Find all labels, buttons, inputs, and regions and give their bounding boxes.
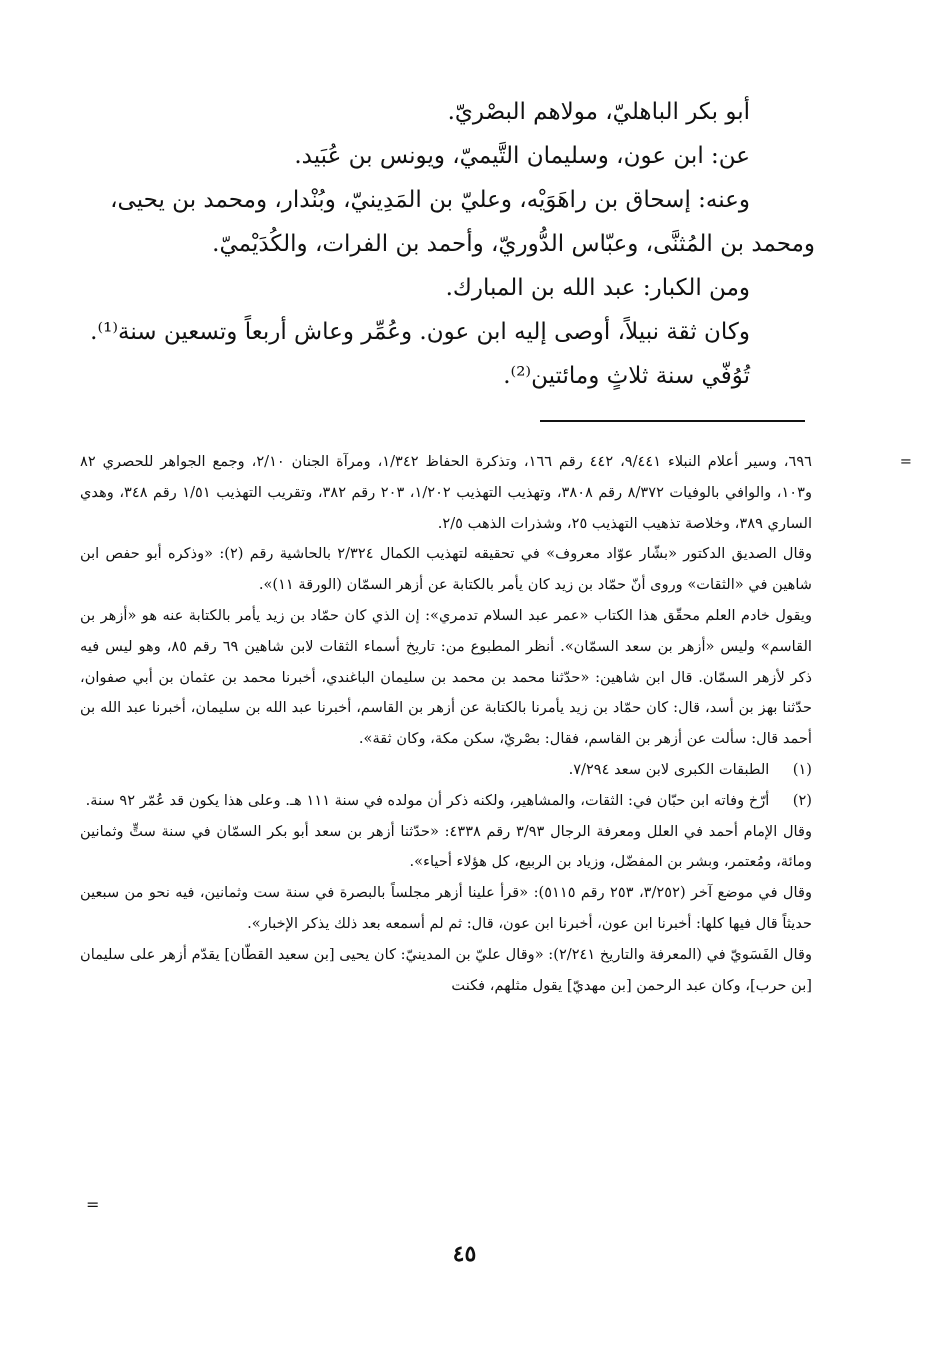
- footnote-text: الطبقات الكبرى لابن سعد ٧/٢٩٤.: [568, 760, 770, 778]
- entry-line-3: وعنه: إسحاق بن راهَوَيْه، وعليّ بن المَدِينيّ، وبُنْدار، ومحمد بن يحيى،: [110, 187, 750, 213]
- entry-line-5: ومن الكبار: عبد الله بن المبارك.: [445, 275, 750, 301]
- footnotes-section: [80, 447, 912, 1001]
- footnote-text: أرّخ وفاته ابن حبّان في: الثقات، والمشاهير، ولكنه ذكر أن مولده في سنة ١١١ هـ. وعلى هذا يكون قد عُمّر ٩٢ سنة.: [85, 791, 770, 809]
- footnote-paragraph: ويقول خادم العلم محقّق هذا الكتاب «عمر عبد السلام تدمري»: إن الذي كان حمّاد بن زيد يأمر بالكتابة عنه هو «أزهر بن القاسم» وليس «أزهر بن سعد السمّان». أنظر المطبوع من: تاريخ أسماء الثقات لابن شاهين ٦٩ رقم ٨٥، وهو ليس فيه ذكر لأزهر السمّان. قال ابن شاهين: «حدّثنا محمد بن محمد بن سليمان الباغندي، أخبرنا محمد بن عثمان بن أبي صفوان، حدّثنا بهز بن أسد، قال: كان حمّاد بن زيد يأمرنا بالكتابة عن أزهر بن القاسم، أخبرنا عبد الله بن سليمان، أخبرنا عبد الله بن أحمد قال: سألت عن أزهر بن القاسم، فقال: بصْريّ، سكن مكة، وكان ثقة».: [80, 606, 812, 748]
- footnote-divider: [540, 420, 805, 422]
- footnote-number: (٢): [792, 791, 812, 809]
- entry-line-2: عن: ابن عون، وسليمان التَّيميّ، ويونس بن عُبَيد.: [294, 143, 750, 169]
- entry-line-1: أبو بكر الباهليّ، مولاهم البصْريّ.: [447, 99, 750, 125]
- footnote-2: [80, 786, 812, 817]
- footnote-paragraph: وقال الإمام أحمد في العلل ومعرفة الرجال ٣/٩٣ رقم ٤٣٣٨: «حدّثنا أزهر بن سعد أبو بكر السمّان في سنة ستٍّ وثمانين ومائة، ومُعتمر، وبشر بن المفضّل، وزياد بن الربيع، كل هؤلاء أحياء».: [80, 822, 813, 871]
- entry-line-4: ومحمد بن المُثنَّى، وعبّاس الدُّوريّ، وأحمد بن الفرات، والكُدَيْميّ.: [212, 231, 815, 257]
- footnote-number: (١): [792, 760, 812, 778]
- footnote-paragraph: وقال الصديق الدكتور «بشّار عوّاد معروف» في تحقيقه لتهذيب الكمال ٢/٣٢٤ بالحاشية رقم (٢): «وذكره أبو حفص ابن شاهين في «الثقات» وروى أنّ حمّاد بن زيد كان يأمر بالكتابة عن أزهر السمّان (الورقة ١١)».: [80, 545, 812, 594]
- footnote-paragraph: وقال الفَسَويّ في (المعرفة والتاريخ ٢/٢٤١): «وقال عليّ بن المدينيّ: كان يحيى [بن سعيد القطّان] يقدّم أزهر على سليمان [بن حرب]، وكان عبد الرحمن [بن مهديّ] يقول مثلهم، فكنت: [80, 945, 813, 994]
- entry-line-6: وكان ثقة نبيلاً، أوصى إليه ابن عون. وعُمِّر وعاش أربعاً وتسعين سنة⁽¹⁾.: [90, 319, 750, 345]
- footnote-continuation-paragraph: ٦٩٦، وسير أعلام النبلاء ٩/٤٤١، ٤٤٢ رقم ١٦٦، وتذكرة الحفاظ ١/٣٤٢، ومرآة الجنان ٢/١٠، وجمع الجواهر للحصري ٨٢ و١٠٣، والوافي بالوفيات ٨/٣٧٢ رقم ٣٨٠٨، وتهذيب التهذيب ١/٢٠٢، ٢٠٣ رقم ٣٨٢، وتقريب التهذيب ١/٥١ رقم ٣٤٨، وهدي الساري ٣٨٩، وخلاصة تذهيب التهذيب ٢٥، وشذرات الذهب ٢/٥.: [80, 453, 813, 532]
- continuation-marker: =: [899, 453, 912, 470]
- footnote-paragraph: وقال في موضع آخر (٣/٢٥٢، ٢٥٣ رقم ٥١١٥): «قرأ علينا أزهر مجلساً بالبصرة في سنة ست وثمانين، فيه نحو من سبعين حديثاً قال فيها كلها: أخبرنا ابن عون، أخبرنا ابن عون، قال: ثم لم أسمعه بعد ذلك يذكر الإخبار».: [80, 884, 812, 932]
- biography-entry: [90, 90, 815, 398]
- footnote-1: [80, 755, 812, 786]
- end-continuation-marker: =: [86, 1195, 100, 1214]
- page-number: ٤٥: [452, 1241, 477, 1267]
- entry-line-7: تُوُفّي سنة ثلاثٍ ومائتين⁽²⁾.: [503, 363, 750, 389]
